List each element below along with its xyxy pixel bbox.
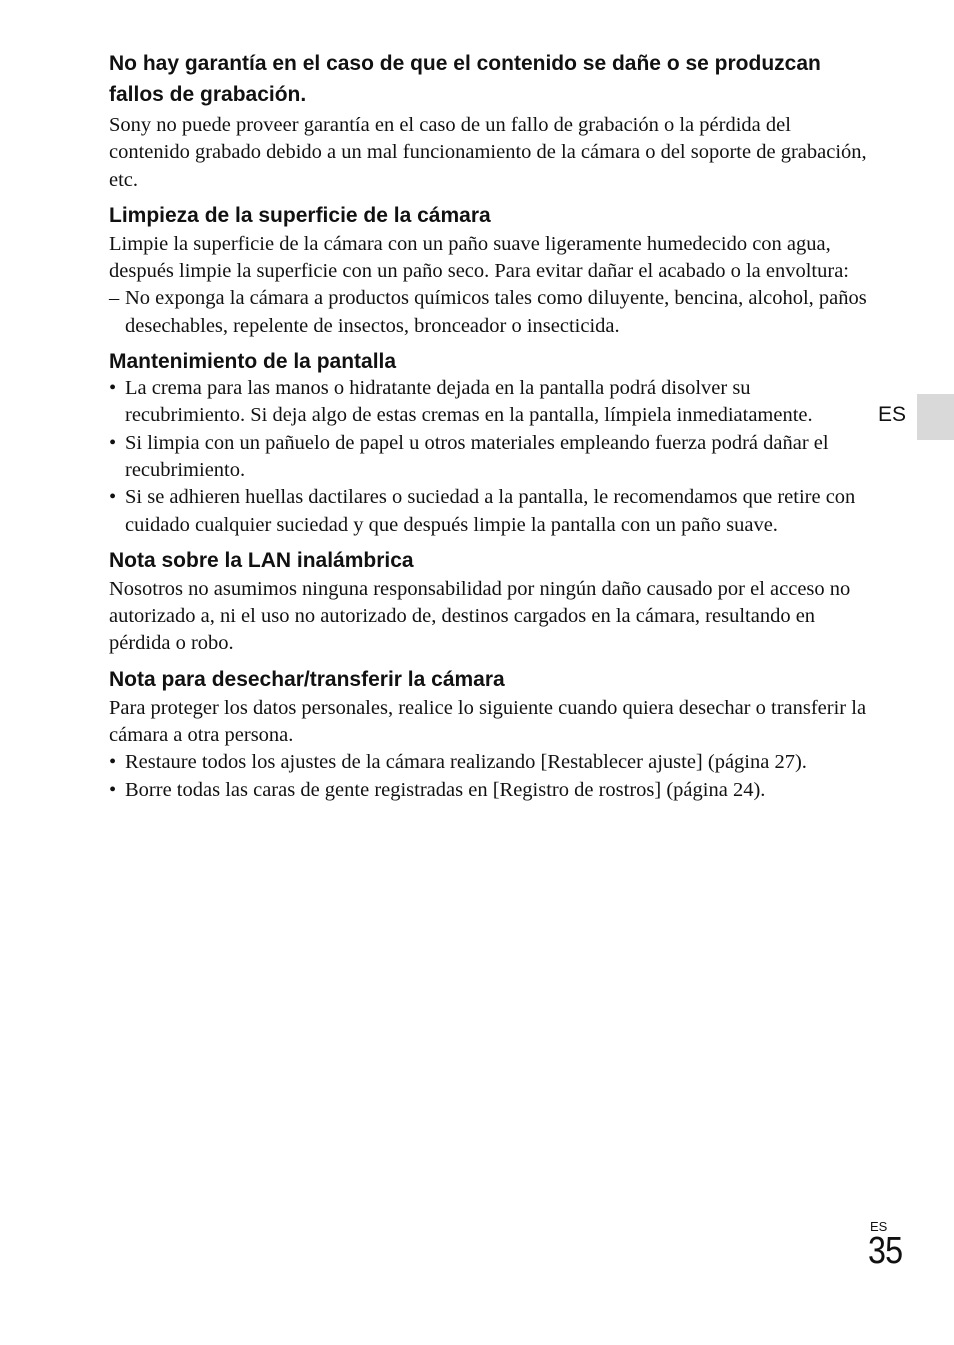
page-content — [109, 48, 869, 804]
bullet-marker: • — [109, 377, 117, 400]
bullet-item — [109, 749, 869, 776]
section-body: Sony no puede proveer garantía en el caso de un fallo de grabación o la pérdida del contenido grabado debido a un mal funcionamiento de la cámara o del soporte de grabación, etc. — [109, 114, 867, 191]
bullet-item — [109, 777, 869, 804]
section-heading: Mantenimiento de la pantalla — [109, 350, 397, 374]
section-heading: No hay garantía en el caso de que el contenido se dañe o se produzcan fallos de grabación. — [109, 52, 821, 106]
bullet-list — [109, 375, 869, 539]
bullet-marker: • — [109, 778, 117, 801]
section-warranty — [109, 48, 869, 194]
page-number: 35 — [868, 1230, 903, 1272]
footer-lang-code: ES — [870, 1219, 888, 1234]
bullet-item — [109, 375, 869, 430]
dash-item-text: No exponga la cámara a productos químicos tales como diluyente, bencina, alcohol, paños desechables, repelente de insectos, bronceador o insecticida. — [125, 287, 867, 337]
side-tab-label: ES — [878, 403, 907, 426]
section-heading: Nota sobre la LAN inalámbrica — [109, 548, 414, 572]
bullet-text: Si se adhieren huellas dactilares o suciedad a la pantalla, le recomendamos que retire con cuidado cualquier suciedad y que después limpie la pantalla con un paño suave. — [125, 486, 856, 536]
section-wireless-lan — [109, 547, 869, 658]
section-screen-care — [109, 348, 869, 539]
bullet-text: Restaure todos los ajustes de la cámara realizando [Restablecer ajuste] (página 27). — [125, 751, 807, 774]
bullet-text: Borre todas las caras de gente registradas en [Registro de rostros] (página 24). — [125, 778, 766, 801]
bullet-marker: • — [109, 751, 117, 774]
section-body: Nosotros no asumimos ninguna responsabilidad por ningún daño causado por el acceso no autorizado a, ni el uso no autorizado de, destinos cargados en la cámara, resultando en pérdida o robo. — [109, 577, 851, 655]
section-heading: Limpieza de la superficie de la cámara — [109, 203, 491, 227]
section-heading: Nota para desechar/transferir la cámara — [109, 667, 505, 691]
bullet-item — [109, 430, 869, 485]
section-cleaning — [109, 202, 869, 340]
section-disposal — [109, 666, 869, 804]
section-body: Limpie la superficie de la cámara con un paño suave ligeramente humedecido con agua, después limpie la superficie con un paño seco. Para evitar dañar el acabado o la envoltura: — [109, 232, 849, 283]
bullet-text: Si limpia con un pañuelo de papel u otros materiales empleando fuerza podrá dañar el recubrimiento. — [125, 431, 829, 481]
bullet-text: La crema para las manos o hidratante dejada en la pantalla podrá disolver su recubrimiento. Si deja algo de estas cremas en la pantalla, límpiela inmediatamente. — [125, 377, 813, 427]
bullet-marker: • — [109, 486, 117, 509]
dash-list — [109, 285, 869, 340]
dash-item — [109, 285, 869, 340]
bullet-item — [109, 484, 869, 539]
dash-marker: – — [109, 287, 120, 310]
section-body: Para proteger los datos personales, realice lo siguiente cuando quiera desechar o transferir la cámara a otra persona. — [109, 696, 867, 747]
bullet-list — [109, 749, 869, 804]
bullet-marker: • — [109, 431, 117, 454]
language-side-tab — [917, 394, 954, 440]
